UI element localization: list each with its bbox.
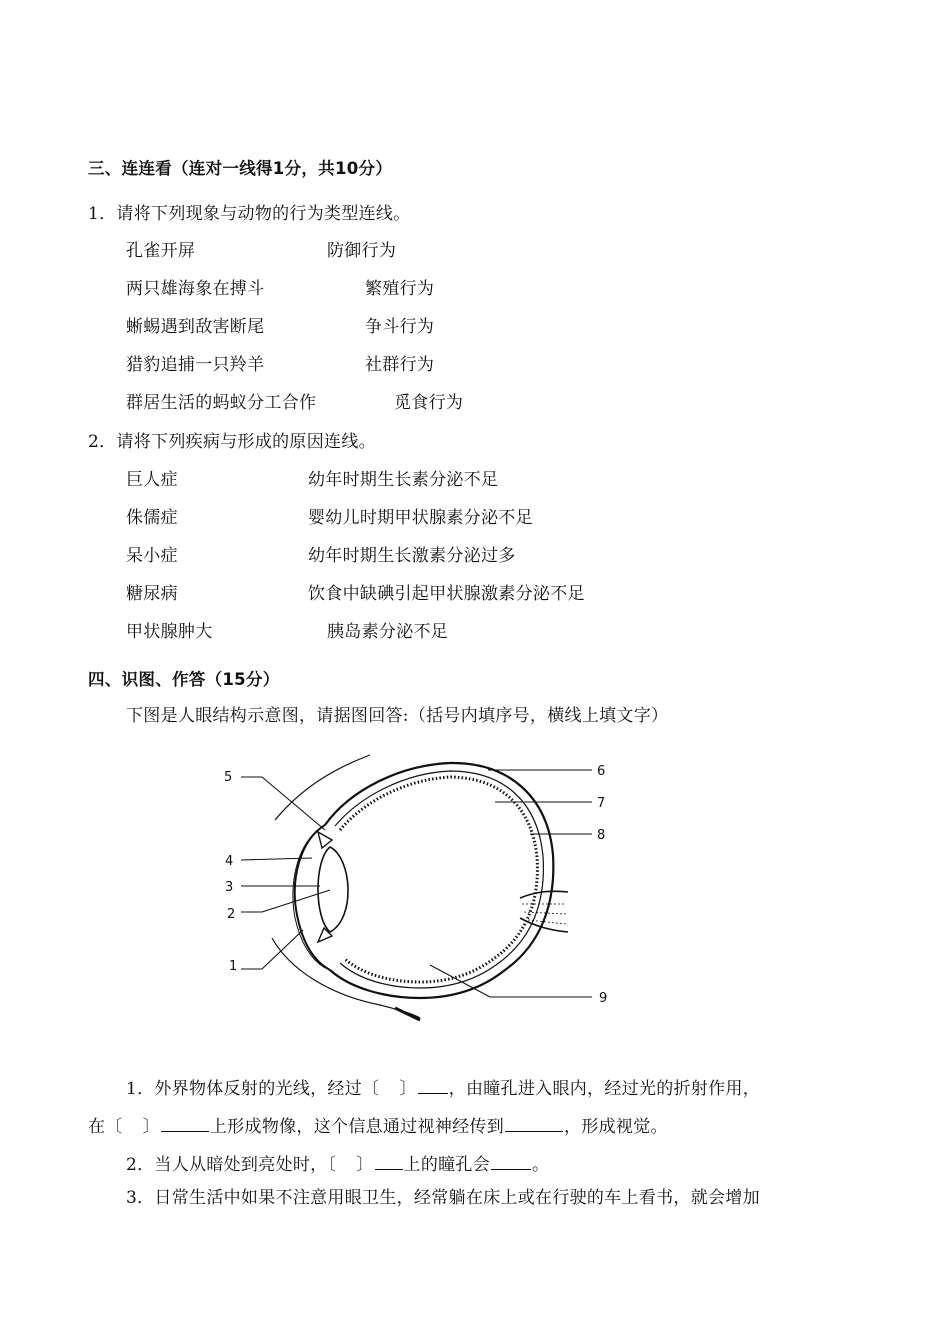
s3-q2-right-5: 胰岛素分泌不足 (327, 622, 449, 642)
eye-label-7: 7 (597, 796, 606, 811)
s3-q2-right-1: 幼年时期生长素分泌不足 (308, 470, 499, 490)
s3-q2-left-3: 呆小症 (126, 546, 178, 566)
s4-q2-blank-1[interactable] (375, 1151, 403, 1170)
s3-q1-left-1: 孔雀开屏 (126, 241, 196, 261)
eye-label-6: 6 (597, 764, 606, 779)
s4-q1-text-d: 在〔 (88, 1117, 123, 1137)
s3-q1-left-3: 蜥蜴遇到敌害断尾 (126, 317, 265, 337)
s3-q2-right-4: 饮食中缺碘引起甲状腺激素分泌不足 (308, 584, 585, 604)
s3-q2-right-2: 婴幼儿时期甲状腺素分泌不足 (308, 508, 533, 528)
s4-q1-text-b: 〕 (399, 1079, 417, 1099)
s4-intro: 下图是人眼结构示意图，请据图回答:（括号内填序号，横线上填文字） (126, 706, 669, 726)
s3-q2-left-2: 侏儒症 (126, 508, 178, 528)
s3-q1-stem: 1．请将下列现象与动物的行为类型连线。 (88, 204, 411, 224)
eye-structure-diagram (200, 735, 630, 1035)
s3-q2-left-4: 糖尿病 (126, 584, 178, 604)
s3-q1-left-5: 群居生活的蚂蚁分工合作 (126, 393, 317, 413)
eye-label-2: 2 (227, 907, 236, 922)
s4-q1-blank-3[interactable] (505, 1113, 563, 1132)
s4-q2-text-c: 上的瞳孔会 (403, 1155, 491, 1175)
s4-q1-text-e: 〕 (142, 1117, 160, 1137)
section3-title: 三、连连看（连对一线得1分，共10分） (88, 159, 393, 178)
eye-label-5: 5 (224, 770, 233, 785)
section4-title: 四、识图、作答（15分） (88, 670, 280, 689)
s4-q2-text-a: 2．当人从暗处到亮处时，〔 (126, 1155, 337, 1175)
s3-q1-right-5: 觅食行为 (394, 393, 464, 413)
s4-q1-text-c: ，由瞳孔进入眼内，经过光的折射作用， (448, 1079, 761, 1099)
s3-q1-right-4: 社群行为 (365, 355, 435, 375)
s4-q1-line1 (126, 1075, 760, 1100)
s4-q1-text-f: 上形成物像，这个信息通过视神经传到 (209, 1117, 505, 1137)
s3-q2-left-1: 巨人症 (126, 470, 178, 490)
s3-q2-right-3: 幼年时期生长激素分泌过多 (308, 546, 516, 566)
s4-q1-text-g: ，形成视觉。 (564, 1117, 668, 1137)
s3-q1-left-2: 两只雄海象在搏斗 (126, 279, 265, 299)
s4-q2-line (126, 1151, 549, 1176)
s4-q3-line: 3．日常生活中如果不注意用眼卫生，经常躺在床上或在行驶的车上看书，就会增加 (126, 1188, 760, 1208)
eye-label-8: 8 (597, 828, 606, 843)
s4-q2-blank-2[interactable] (491, 1151, 531, 1170)
s4-q1-text-a: 1．外界物体反射的光线，经过〔 (126, 1079, 380, 1099)
s4-q1-line2 (88, 1113, 668, 1138)
eye-label-3: 3 (225, 880, 234, 895)
s4-q2-text-b: 〕 (356, 1155, 374, 1175)
s3-q1-left-4: 猎豹追捕一只羚羊 (126, 355, 265, 375)
s3-q2-stem: 2．请将下列疾病与形成的原因连线。 (88, 432, 376, 452)
s3-q2-left-5: 甲状腺肿大 (126, 622, 213, 642)
s3-q1-right-2: 繁殖行为 (365, 279, 435, 299)
s3-q1-right-1: 防御行为 (327, 241, 397, 261)
s4-q2-text-d: 。 (532, 1155, 550, 1175)
eye-label-1: 1 (229, 959, 238, 974)
eye-label-4: 4 (225, 854, 234, 869)
eye-label-9: 9 (599, 991, 608, 1006)
s3-q1-right-3: 争斗行为 (365, 317, 435, 337)
s4-q1-blank-1[interactable] (418, 1075, 448, 1094)
s4-q1-blank-2[interactable] (161, 1113, 209, 1132)
